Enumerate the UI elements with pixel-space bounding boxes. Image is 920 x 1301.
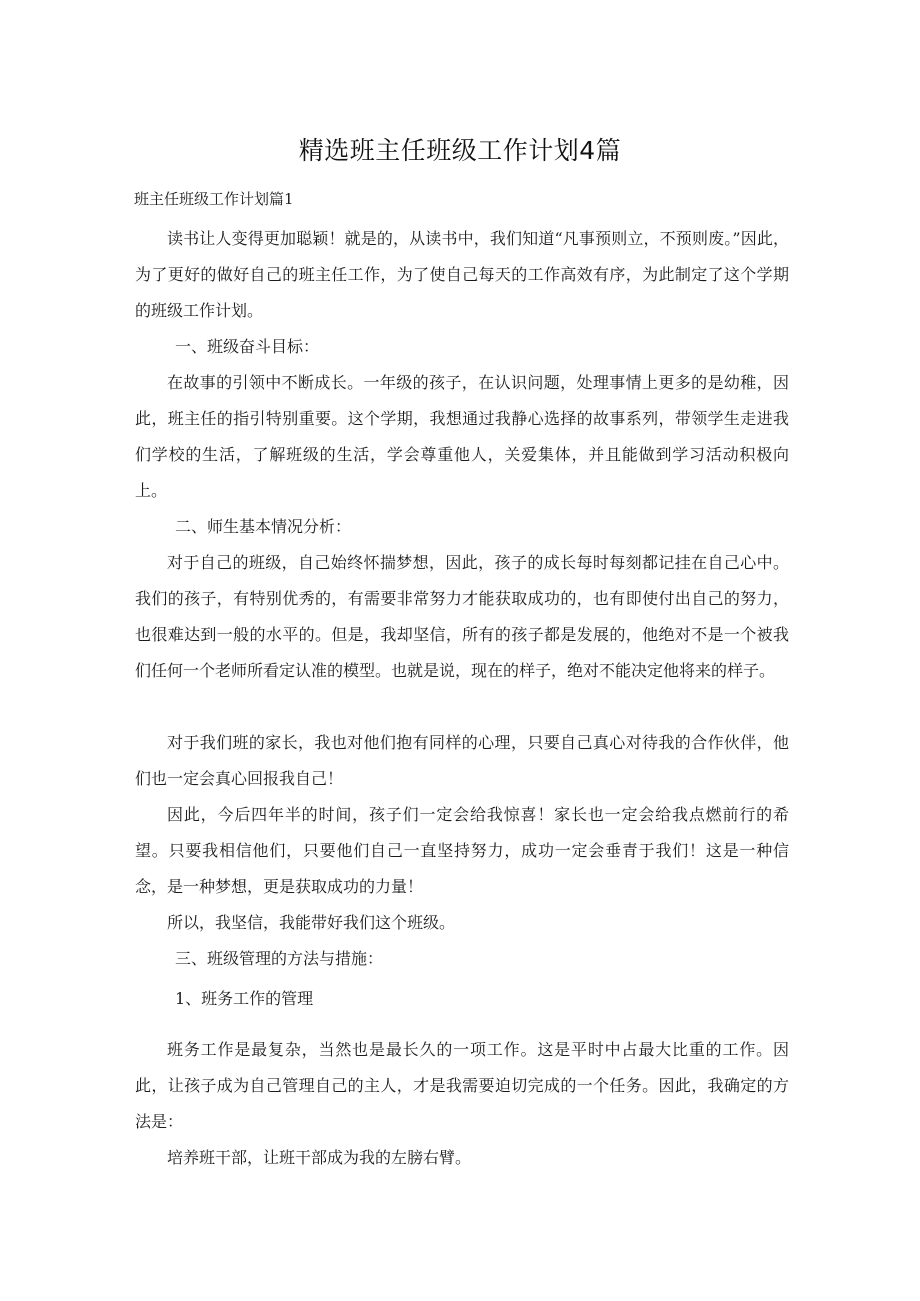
heading-analysis: 二、师生基本情况分析：: [175, 517, 352, 536]
paragraph-future: 因此，今后四年半的时间，孩子们一定会给我惊喜！家长也一定会给我点燃前行的希望。只要我相信他们，只要他们自己一直坚持努力，成功一定会垂青于我们！这是一种信念，是一种梦想，更是获取成功的力量！: [135, 805, 789, 896]
paragraph-class-affairs: 班务工作是最复杂，当然也是最长久的一项工作。这是平时中占最大比重的工作。因此，让孩子成为自己管理自己的主人，才是我需要迫切完成的一个任务。因此，我确定的方法是：: [135, 1040, 789, 1131]
paragraph-belief: 所以，我坚信，我能带好我们这个班级。: [167, 913, 456, 932]
document-title: 精选班主任班级工作计划4篇: [298, 136, 622, 165]
paragraph-parents: 对于我们班的家长，我也对他们抱有同样的心理，只要自己真心对待我的合作伙伴，他们也一定会真心回报我自己！: [135, 733, 789, 788]
section-subtitle: 班主任班级工作计划篇1: [134, 190, 294, 208]
heading-methods: 三、班级管理的方法与措施：: [175, 949, 384, 968]
paragraph-goal: 在故事的引领中不断成长。一年级的孩子，在认识问题，处理事情上更多的是幼稚，因此，班主任的指引特别重要。这个学期，我想通过我静心选择的故事系列，带领学生走进我们学校的生活，了解班级的生活，学会尊重他人，关爱集体，并且能做到学习活动积极向上。: [135, 373, 789, 500]
paragraph-analysis: 对于自己的班级，自己始终怀揣梦想，因此，孩子的成长每时每刻都记挂在自己心中。我们的孩子，有特别优秀的，有需要非常努力才能获取成功的，也有即使付出自己的努力，也很难达到一般的水平的。但是，我却坚信，所有的孩子都是发展的，他绝对不是一个被我们任何一个老师所看定认准的模型。也就是说，现在的样子，绝对不能决定他将来的样子。: [135, 553, 789, 680]
heading-class-affairs: 1、班务工作的管理: [175, 989, 314, 1008]
paragraph-intro: 读书让人变得更加聪颖！就是的，从读书中，我们知道“凡事预则立，不预则废。”因此，为了更好的做好自己的班主任工作，为了使自己每天的工作高效有序，为此制定了这个学期的班级工作计划。: [135, 229, 789, 320]
heading-goal: 一、班级奋斗目标：: [175, 337, 320, 356]
paragraph-cadres: 培养班干部，让班干部成为我的左膀右臂。: [167, 1148, 472, 1167]
